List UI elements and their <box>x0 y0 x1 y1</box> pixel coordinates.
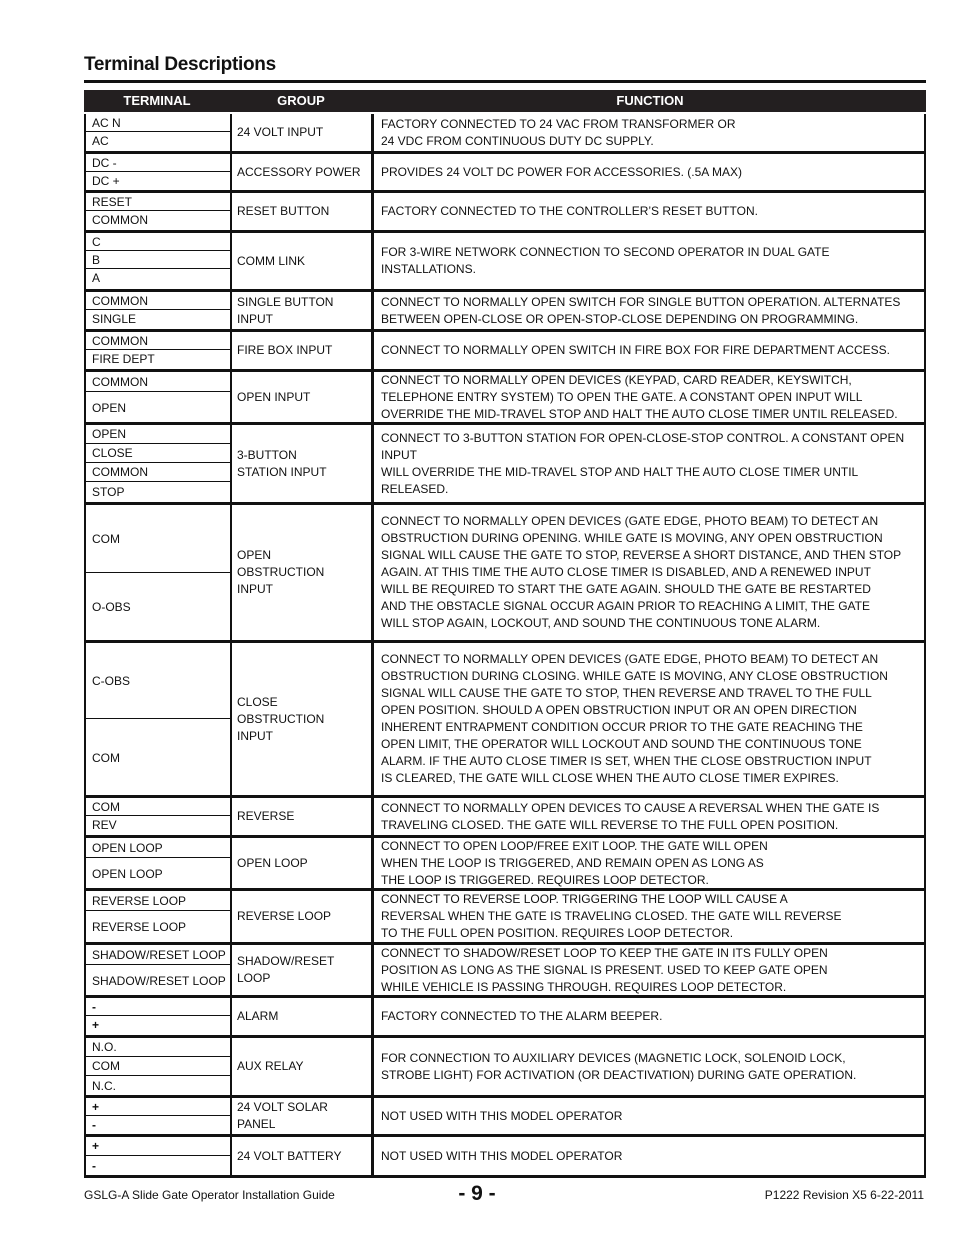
terminal-cell: SINGLE <box>92 312 137 326</box>
table-row <box>84 643 926 797</box>
terminal-cell-group <box>86 1098 232 1134</box>
group-cell: RESET BUTTON <box>232 193 374 230</box>
page-title: Terminal Descriptions <box>84 54 276 75</box>
header-group: GROUP <box>277 93 325 108</box>
title-rule <box>84 80 926 83</box>
group-cell: AUX RELAY <box>232 1038 374 1095</box>
page-number: - 9 - <box>458 1182 496 1205</box>
table-row <box>84 945 926 997</box>
row-separator <box>84 1175 926 1178</box>
group-cell: OPEN LOOP <box>232 838 374 888</box>
terminal-cell-group <box>86 372 232 422</box>
terminal-cell: COMMON <box>86 463 230 482</box>
terminal-cell-group <box>86 1137 232 1175</box>
terminal-cell: OPEN <box>86 425 230 444</box>
function-cell: CONNECT TO 3-BUTTON STATION FOR OPEN-CLOSE-STOP CONTROL. A CONSTANT OPEN INPUT WILL OVERRIDE THE MID-TRAVEL STOP AND HALT THE AUTO CLOSE TIMER UNTIL RELEASED. <box>381 430 905 496</box>
table-row <box>84 798 926 837</box>
function-cell: CONNECT TO NORMALLY OPEN DEVICES (KEYPAD, CARD READER, KEYSWITCH, TELEPHONE ENTRY SYSTEM) TO OPEN THE GATE. A CONSTANT OPEN INPUT WILL OVERRIDE THE MID-TRAVEL STOP AND HALT THE AUTO CLOSE TIMER UNTIL RELEASED. <box>381 372 898 421</box>
terminal-cell-group <box>86 838 232 888</box>
group-cell: SHADOW/RESET LOOP <box>232 945 374 995</box>
group-cell: ACCESSORY POWER <box>232 154 374 190</box>
terminal-cell: - <box>86 998 230 1016</box>
terminal-cell-group <box>86 332 232 369</box>
terminal-cell: COM <box>86 1057 230 1076</box>
function-cell: CONNECT TO SHADOW/RESET LOOP TO KEEP THE GATE IN ITS FULLY OPEN POSITION AS LONG AS THE SIGNAL IS PRESENT. USED TO KEEP GATE OPEN WHILE VEHICLE IS PASSING THROUGH. REQUIRES LOOP DETECTOR. <box>381 945 828 994</box>
table-row <box>84 154 926 192</box>
terminal-cell: COM <box>86 505 230 573</box>
terminal-cell-group <box>86 233 232 289</box>
terminal-cell: O-OBS <box>92 600 131 614</box>
function-cell: CONNECT TO OPEN LOOP/FREE EXIT LOOP. THE GATE WILL OPEN WHEN THE LOOP IS TRIGGERED, AND REMAIN OPEN AS LONG AS THE LOOP IS TRIGGERED. REQUIRES LOOP DETECTOR. <box>381 838 768 887</box>
terminal-cell: OPEN LOOP <box>92 866 163 881</box>
function-cell: CONNECT TO NORMALLY OPEN SWITCH IN FIRE BOX FOR FIRE DEPARTMENT ACCESS. <box>381 343 890 357</box>
terminal-cell-group <box>86 798 232 835</box>
table-row <box>84 838 926 890</box>
terminal-cell: REV <box>92 818 117 832</box>
terminal-cell-group <box>86 114 232 151</box>
group-cell: 24 VOLT SOLAR PANEL <box>232 1098 374 1134</box>
table-row <box>84 233 926 291</box>
terminal-cell: C <box>86 233 230 251</box>
function-cell: CONNECT TO NORMALLY OPEN SWITCH FOR SINGLE BUTTON OPERATION. ALTERNATES BETWEEN OPEN-CLOSE OR OPEN-STOP-CLOSE DEPENDING ON PROGRAMMING. <box>381 294 901 326</box>
table-row <box>84 1038 926 1097</box>
terminal-cell-group <box>86 425 232 502</box>
terminal-cell: COM <box>92 750 120 765</box>
terminal-cell: + <box>86 1137 230 1156</box>
terminal-cell: SHADOW/RESET LOOP <box>86 945 230 965</box>
function-cell: CONNECT TO NORMALLY OPEN DEVICES (GATE EDGE, PHOTO BEAM) TO DETECT AN OBSTRUCTION DURING OPENING. WHILE GATE IS MOVING, ANY OPEN OBSTRUCTION SIGNAL WILL CAUSE THE GATE TO STOP, REVERSE A SHORT DISTANCE, AND THEN STOP AGAIN. AT THIS TIME THE AUTO CLOSE TIMER IS DISABLED, AND A RENEWED INPUT WILL BE REQUIRED TO START THE GATE AGAIN. SHOULD THE GATE BE RESTARTED AND THE OBSTACLE SIGNAL OCCUR AGAIN PRIOR TO REACHING A LIMIT, THE GATE WILL STOP AGAIN, LOCKOUT, AND SOUND THE CONTINUOUS TONE ALARM. <box>381 514 902 630</box>
function-cell: FOR CONNECTION TO AUXILIARY DEVICES (MAGNETIC LOCK, SOLENOID LOCK, STROBE LIGHT) FOR ACTIVATION (OR DEACTIVATION) DURING GATE OPERATION. <box>381 1050 857 1082</box>
terminal-cell: STOP <box>92 484 125 499</box>
terminal-cell: REVERSE LOOP <box>86 891 230 911</box>
function-cell: FACTORY CONNECTED TO THE CONTROLLER’S RESET BUTTON. <box>381 204 758 218</box>
table-row <box>84 193 926 232</box>
terminal-cell: COMMON <box>86 292 230 310</box>
terminal-cell-group <box>86 1038 232 1095</box>
terminal-cell-group <box>86 945 232 995</box>
footer-left: GSLG-A Slide Gate Operator Installation Guide <box>84 1188 335 1202</box>
table-row <box>84 505 926 642</box>
terminal-cell: DC - <box>86 154 230 172</box>
footer-right: P1222 Revision X5 6-22-2011 <box>764 1188 924 1202</box>
function-cell: FACTORY CONNECTED TO THE ALARM BEEPER. <box>381 1009 663 1023</box>
group-cell: CLOSE OBSTRUCTION INPUT <box>232 643 374 795</box>
terminal-cell: + <box>86 1098 230 1116</box>
terminal-cell: REVERSE LOOP <box>92 920 187 934</box>
table-row <box>84 891 926 944</box>
table-header <box>84 90 926 112</box>
function-cell: CONNECT TO REVERSE LOOP. TRIGGERING THE LOOP WILL CAUSE A REVERSAL WHEN THE GATE IS TRAVELING CLOSED. THE GATE WILL REVERSE TO THE FULL OPEN POSITION. REQUIRES LOOP DETECTOR. <box>381 892 842 940</box>
table-row <box>84 292 926 331</box>
group-cell: 24 VOLT INPUT <box>232 114 374 151</box>
table-row <box>84 1137 926 1177</box>
group-cell: OPEN INPUT <box>232 372 374 422</box>
terminal-cell: B <box>86 251 230 269</box>
function-cell: FACTORY CONNECTED TO 24 VAC FROM TRANSFORMER OR 24 VDC FROM CONTINUOUS DUTY DC SUPPLY. <box>381 116 736 148</box>
terminal-cell: FIRE DEPT <box>92 352 155 366</box>
terminal-cell: N.C. <box>92 1078 116 1093</box>
function-cell: CONNECT TO NORMALLY OPEN DEVICES TO CAUSE A REVERSAL WHEN THE GATE IS TRAVELING CLOSED. THE GATE WILL REVERSE TO THE FULL OPEN POSITION. <box>381 800 880 832</box>
group-cell: COMM LINK <box>232 233 374 289</box>
table-row <box>84 114 926 153</box>
terminal-cell: COMMON <box>92 213 148 227</box>
terminal-cell: COMMON <box>86 372 230 392</box>
group-cell: 3-BUTTON STATION INPUT <box>232 425 374 502</box>
terminal-cell: COMMON <box>86 332 230 350</box>
terminal-cell: COM <box>86 798 230 816</box>
terminal-cell-group <box>86 154 232 190</box>
terminal-cell: - <box>92 1158 96 1173</box>
terminal-cell: RESET <box>86 193 230 211</box>
terminal-cell: + <box>92 1018 100 1032</box>
group-cell: 24 VOLT BATTERY <box>232 1137 374 1175</box>
terminal-cell-group <box>86 505 232 640</box>
terminal-cell-group <box>86 643 232 795</box>
terminal-cell: OPEN <box>92 400 127 415</box>
function-cell: PROVIDES 24 VOLT DC POWER FOR ACCESSORIES. (.5A MAX) <box>381 164 742 179</box>
terminal-cell-group <box>86 193 232 230</box>
group-cell: REVERSE LOOP <box>232 891 374 942</box>
terminal-cell: AC N <box>86 114 230 132</box>
function-cell: FOR 3-WIRE NETWORK CONNECTION TO SECOND OPERATOR IN DUAL GATE INSTALLATIONS. <box>381 245 830 276</box>
table-row <box>84 372 926 424</box>
terminal-cell-group <box>86 292 232 329</box>
terminal-cell: CLOSE <box>86 444 230 463</box>
terminal-cell: - <box>92 1118 96 1132</box>
terminal-cell: DC + <box>92 174 120 188</box>
terminal-cell: OPEN LOOP <box>86 838 230 858</box>
group-cell: OPEN OBSTRUCTION INPUT <box>232 505 374 640</box>
terminal-cell: AC <box>92 134 109 148</box>
terminal-cell: N.O. <box>86 1038 230 1057</box>
terminal-cell: C-OBS <box>86 643 230 719</box>
terminal-cell: SHADOW/RESET LOOP <box>92 973 226 988</box>
table-row <box>84 332 926 371</box>
group-cell: SINGLE BUTTON INPUT <box>232 292 374 329</box>
header-function: FUNCTION <box>616 93 684 108</box>
header-terminal: TERMINAL <box>123 93 191 108</box>
table-row <box>84 998 926 1037</box>
function-cell: NOT USED WITH THIS MODEL OPERATOR <box>381 1108 623 1123</box>
terminal-cell-group <box>86 891 232 942</box>
terminal-cell: A <box>92 271 101 285</box>
terminal-cell-group <box>86 998 232 1035</box>
group-cell: FIRE BOX INPUT <box>232 332 374 369</box>
table-row <box>84 1098 926 1136</box>
group-cell: REVERSE <box>232 798 374 835</box>
function-cell: CONNECT TO NORMALLY OPEN DEVICES (GATE EDGE, PHOTO BEAM) TO DETECT AN OBSTRUCTION DURING CLOSING. WHILE GATE IS MOVING, ANY CLOSE OBSTRUCTION SIGNAL WILL CAUSE THE GATE TO STOP, THEN REVERSE AND TRAVEL TO THE FULL OPEN POSITION. SHOULD A OPEN OBSTRUCTION INPUT OR AN OPEN DIRECTION INHERENT ENTRAPMENT CONDITION OCCUR PRIOR TO THE GATE REACHING THE OPEN LIMIT, THE OPERATOR WILL LOCKOUT AND SOUND THE CONTINUOUS TONE ALARM. IF THE AUTO CLOSE TIMER IS SET, WHEN THE CLOSE OBSTRUCTION INPUT IS CLEARED, THE GATE WILL CLOSE WHEN THE AUTO CLOSE TIMER EXPIRES. <box>381 652 888 785</box>
group-cell: ALARM <box>232 998 374 1035</box>
table-row <box>84 425 926 504</box>
function-cell: NOT USED WITH THIS MODEL OPERATOR <box>381 1148 623 1163</box>
